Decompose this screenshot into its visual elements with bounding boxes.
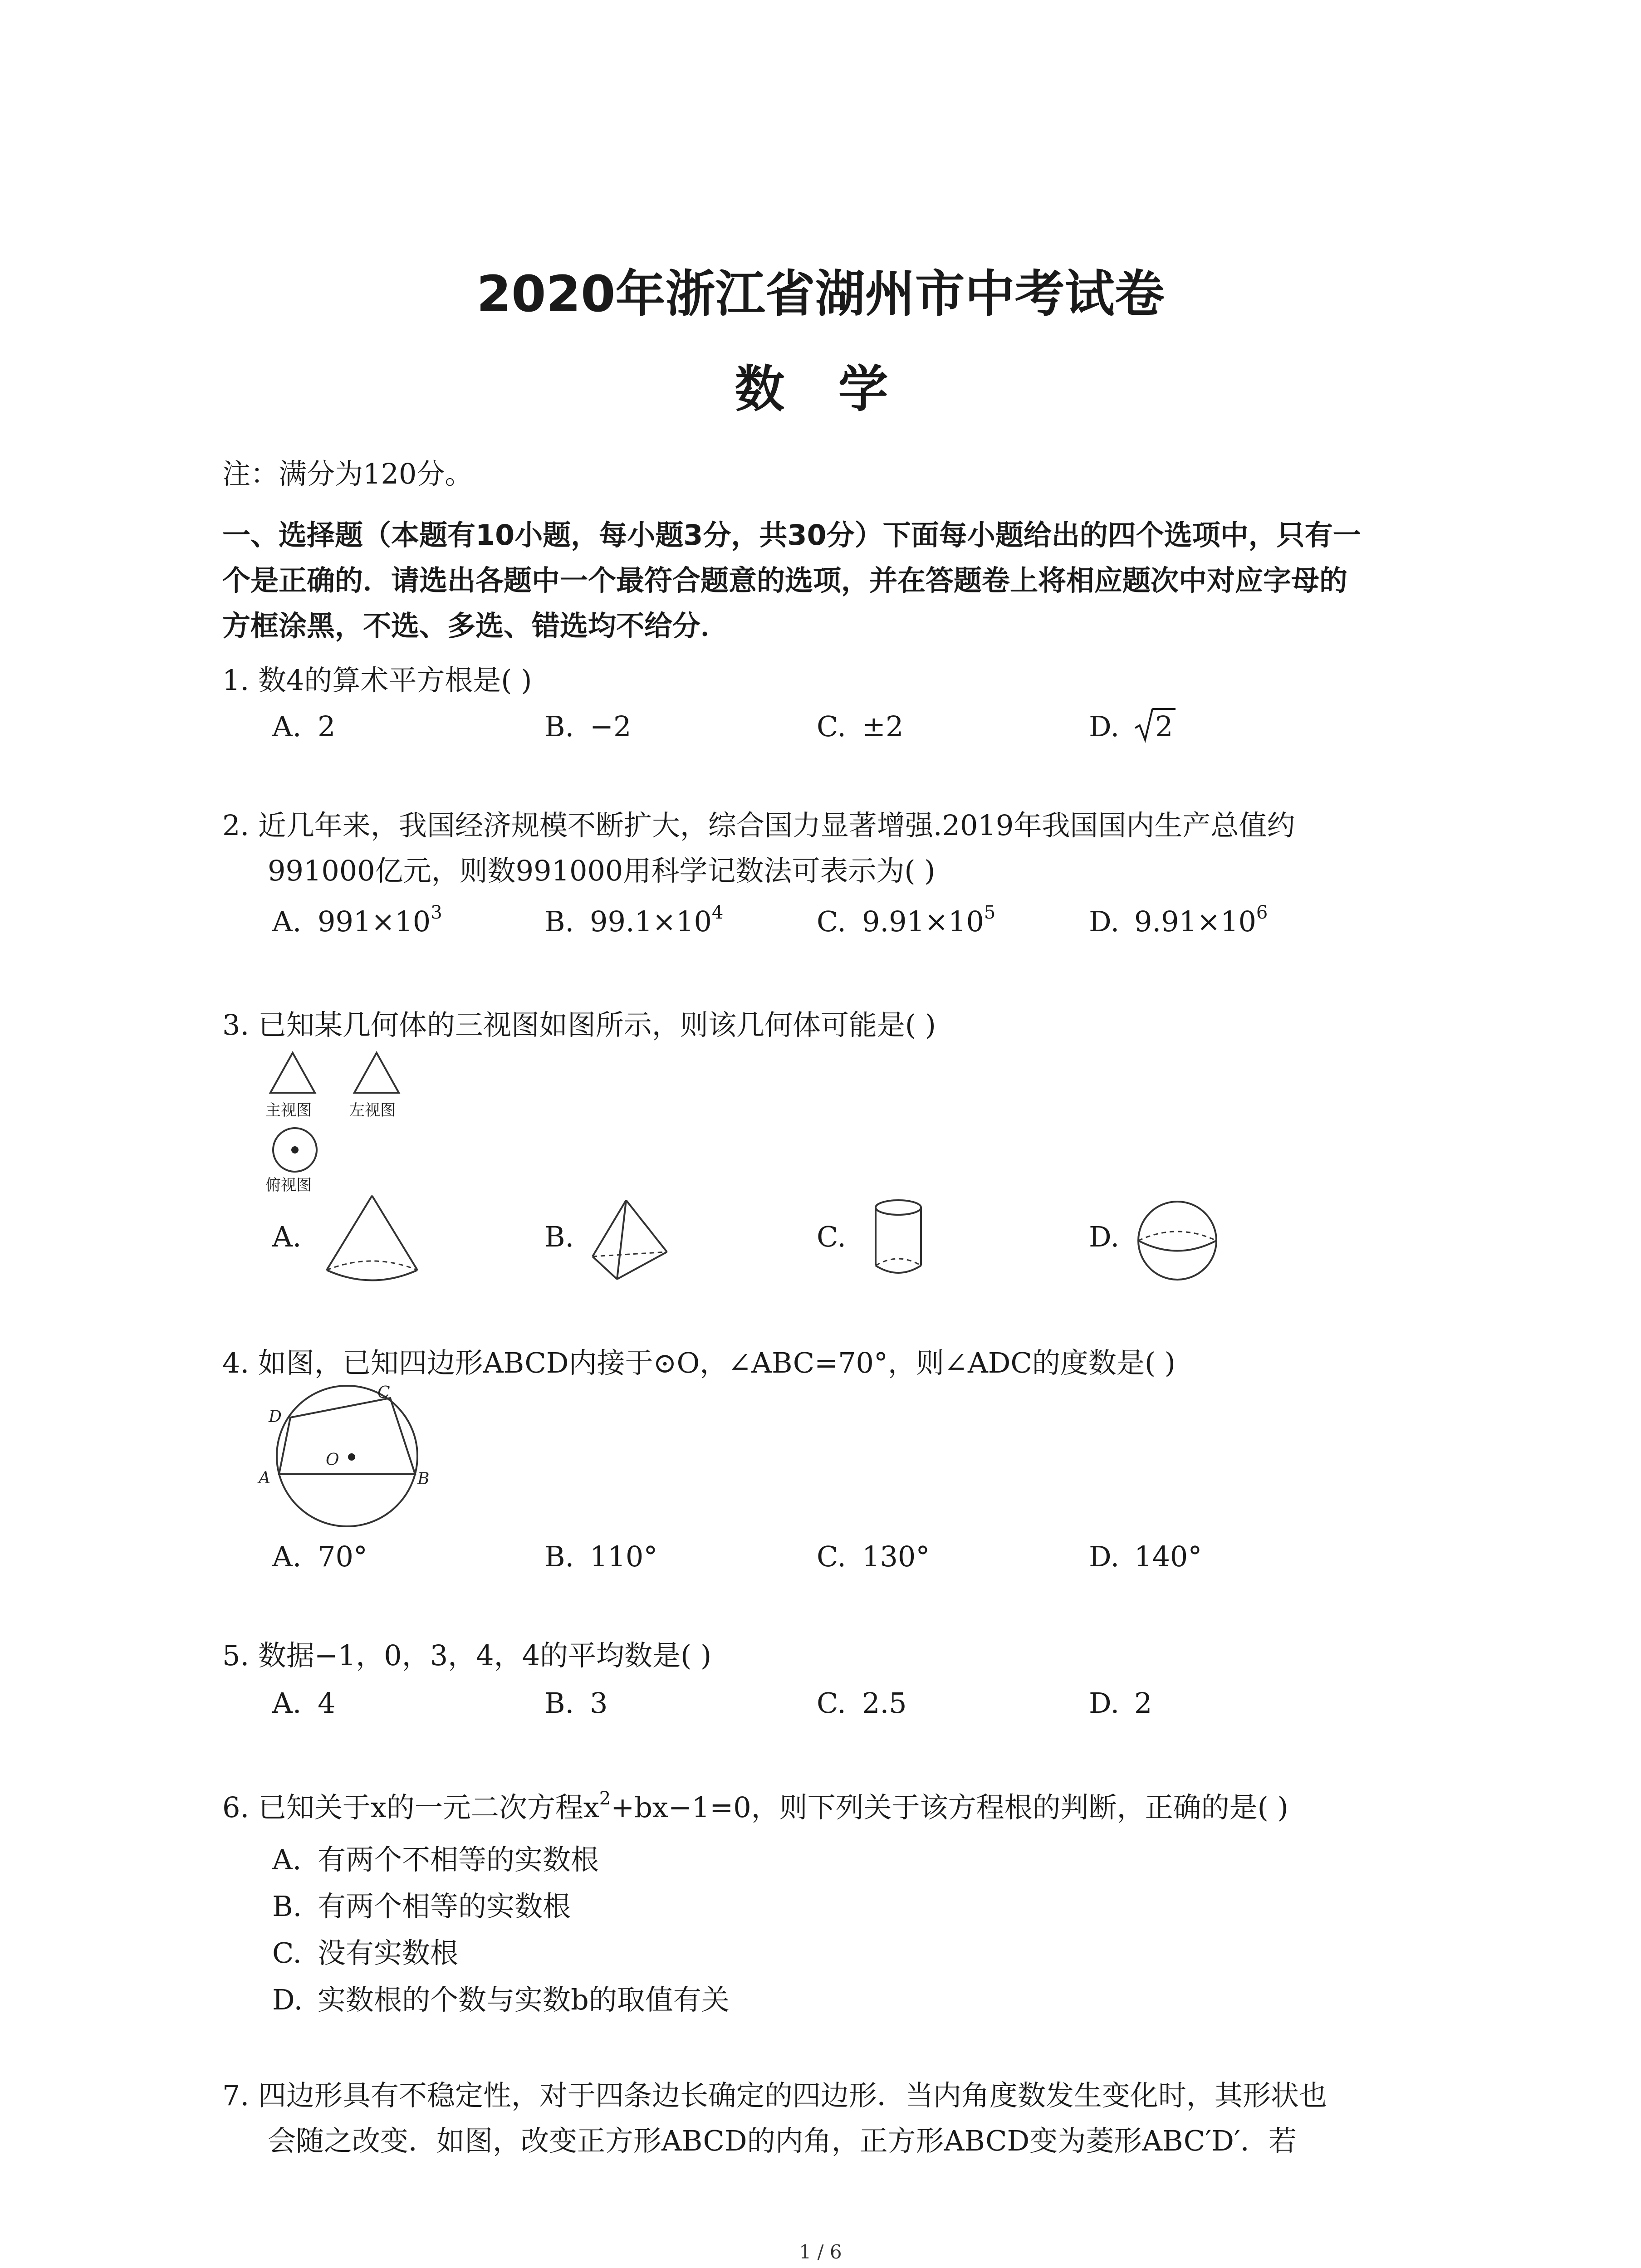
question-2-line2: 991000亿元，则数991000用科学记数法可表示为( ) bbox=[268, 854, 936, 887]
q5-option-b[interactable]: B. 3 bbox=[544, 1686, 608, 1720]
label-A: A bbox=[259, 1469, 270, 1487]
q3-option-d[interactable]: D. bbox=[1089, 1220, 1120, 1253]
q3-option-a[interactable]: A. bbox=[272, 1220, 302, 1253]
sqrt-icon: 2 bbox=[1134, 710, 1176, 743]
section-heading-line3: 方框涂黑，不选、多选、错选均不给分． bbox=[222, 609, 729, 642]
front-view-label: 主视图 bbox=[265, 1101, 312, 1119]
q5-option-d[interactable]: D. 2 bbox=[1089, 1686, 1152, 1720]
q2-option-d[interactable]: D. $9.91\times 10^6$ bbox=[1089, 902, 1268, 938]
pyramid-icon bbox=[590, 1198, 671, 1284]
label-B: B bbox=[417, 1470, 430, 1488]
q1-option-a[interactable]: A. 2 bbox=[272, 710, 336, 743]
section-heading-line2: 个是正确的．请选出各题中一个最符合题意的选项，并在答题卷上将相应题次中对应字母的 bbox=[222, 564, 1348, 597]
left-view-triangle-icon bbox=[352, 1050, 402, 1095]
front-view-triangle-icon bbox=[268, 1050, 318, 1095]
q4-option-d[interactable]: D. 140° bbox=[1089, 1540, 1202, 1573]
cylinder-icon bbox=[871, 1198, 926, 1279]
score-note: 注：满分为120分。 bbox=[222, 457, 473, 490]
q2-option-b[interactable]: B. $99.1\times 10^4$ bbox=[544, 902, 724, 938]
sphere-icon bbox=[1134, 1198, 1220, 1284]
top-view-label: 俯视图 bbox=[265, 1176, 312, 1194]
q6-option-a[interactable]: A. 有两个不相等的实数根 bbox=[272, 1843, 599, 1876]
inscribed-quadrilateral-figure bbox=[259, 1379, 449, 1529]
cone-icon bbox=[322, 1193, 422, 1284]
q1-option-c[interactable]: C. ±2 bbox=[817, 710, 904, 743]
q5-option-a[interactable]: A. 4 bbox=[272, 1686, 336, 1720]
question-6-stem: 6. 已知关于x的一元二次方程$x^2+bx-1=0$，则下列关于该方程根的判断，正确的是( ) bbox=[222, 1788, 1288, 1824]
question-1-stem: 1. 数4的算术平方根是( ) bbox=[222, 664, 532, 697]
label-O: O bbox=[326, 1451, 339, 1469]
label-C: C bbox=[377, 1383, 390, 1402]
page-subtitle: 数 学 bbox=[735, 360, 906, 418]
q4-option-c[interactable]: C. 130° bbox=[817, 1540, 930, 1573]
top-view-circle-icon bbox=[270, 1125, 320, 1175]
q3-option-c[interactable]: C. bbox=[817, 1220, 846, 1253]
q4-option-a[interactable]: A. 70° bbox=[272, 1540, 367, 1573]
q5-option-c[interactable]: C. 2.5 bbox=[817, 1686, 907, 1720]
question-7-line1: 7. 四边形具有不稳定性，对于四条边长确定的四边形．当内角度数发生变化时，其形状也 bbox=[222, 2079, 1327, 2112]
q6-option-c[interactable]: C. 没有实数根 bbox=[272, 1936, 459, 1970]
question-3-stem: 3. 已知某几何体的三视图如图所示，则该几何体可能是( ) bbox=[222, 1008, 936, 1041]
q4-option-b[interactable]: B. 110° bbox=[544, 1540, 658, 1573]
page-title: 2020年浙江省湖州市中考试卷 bbox=[476, 265, 1165, 323]
q6-option-d[interactable]: D. 实数根的个数与实数b的取值有关 bbox=[272, 1983, 730, 2016]
question-7-line2: 会随之改变．如图，改变正方形ABCD的内角，正方形ABCD变为菱形ABC′D′．若 bbox=[268, 2124, 1297, 2157]
q1-option-d[interactable]: D. 2 bbox=[1089, 710, 1176, 743]
radical-sign bbox=[1134, 707, 1154, 743]
question-5-stem: 5. 数据−1，0，3，4，4的平均数是( ) bbox=[222, 1639, 712, 1672]
q1-option-b[interactable]: B. −2 bbox=[544, 710, 632, 743]
left-view-label: 左视图 bbox=[349, 1101, 396, 1119]
page-number: 1 / 6 bbox=[799, 2241, 842, 2263]
question-4-stem: 4. 如图，已知四边形ABCD内接于⊙O，∠ABC=70°，则∠ADC的度数是( ) bbox=[222, 1346, 1176, 1379]
q2-option-a[interactable]: A. $991\times 10^3$ bbox=[272, 902, 442, 938]
section-heading-line1: 一、选择题（本题有10小题，每小题3分，共30分）下面每小题给出的四个选项中，只有一 bbox=[222, 518, 1361, 552]
q3-option-b[interactable]: B. bbox=[544, 1220, 574, 1253]
q2-option-c[interactable]: C. $9.91\times 10^5$ bbox=[817, 902, 996, 938]
label-D: D bbox=[269, 1408, 282, 1426]
question-2-line1: 2. 近几年来，我国经济规模不断扩大，综合国力显著增强.2019年我国国内生产总值约 bbox=[222, 809, 1295, 842]
q6-option-b[interactable]: B. 有两个相等的实数根 bbox=[272, 1890, 571, 1923]
